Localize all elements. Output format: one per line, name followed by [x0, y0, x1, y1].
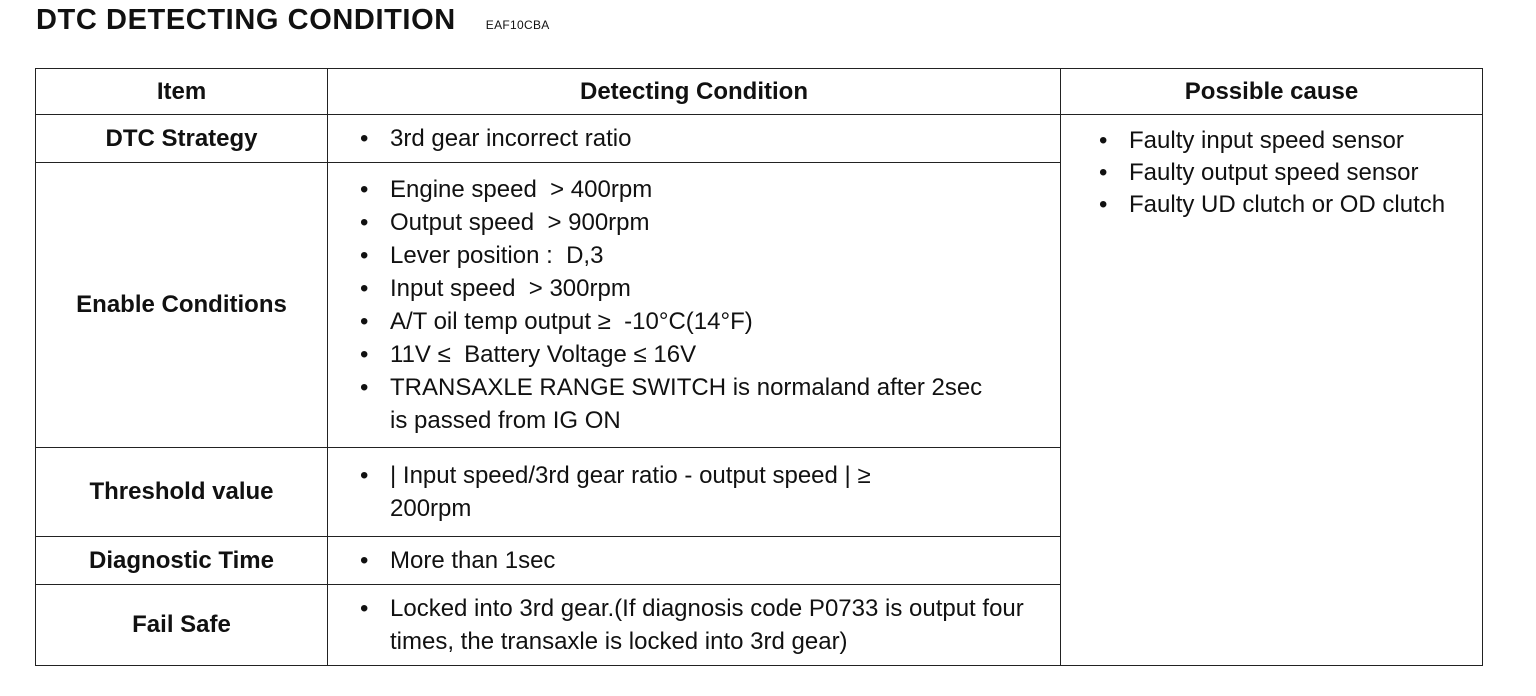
- page-title: DTC DETECTING CONDITION: [36, 4, 456, 36]
- condition-item: • 3rd gear incorrect ratio: [360, 122, 1050, 155]
- condition-item: • Locked into 3rd gear.(If diagnosis code P0733 is output four times, the transaxle is locked into 3rd gear): [360, 592, 1050, 658]
- condition-item: • 11V ≤ Battery Voltage ≤ 16V: [360, 338, 1050, 371]
- item-cell: Enable Conditions: [36, 163, 328, 448]
- document-code: EAF10CBA: [485, 18, 550, 32]
- condition-item: • Input speed > 300rpm: [360, 272, 1050, 305]
- condition-list: [360, 173, 1050, 437]
- condition-item: • A/T oil temp output ≥ -10°C(14°F): [360, 305, 1050, 338]
- condition-cell: [328, 537, 1061, 585]
- item-cell: Threshold value: [36, 448, 328, 537]
- condition-list: [360, 459, 1050, 525]
- cause-item: • Faulty UD clutch or OD clutch: [1099, 189, 1472, 221]
- table-header-row: [36, 69, 1483, 115]
- condition-item: • More than 1sec: [360, 544, 1050, 577]
- condition-list: [360, 592, 1050, 658]
- column-header-cause: Possible cause: [1061, 69, 1483, 115]
- cause-item: • Faulty output speed sensor: [1099, 157, 1472, 189]
- condition-cell: [328, 115, 1061, 163]
- dtc-condition-table: [35, 68, 1483, 666]
- column-header-condition: Detecting Condition: [328, 69, 1061, 115]
- cause-list: [1099, 125, 1472, 221]
- condition-list: [360, 122, 1050, 155]
- condition-cell: [328, 163, 1061, 448]
- possible-cause-cell: [1061, 115, 1483, 666]
- condition-item: • Engine speed > 400rpm: [360, 173, 1050, 206]
- table-row: [36, 115, 1483, 163]
- condition-list: [360, 544, 1050, 577]
- cause-item: • Faulty input speed sensor: [1099, 125, 1472, 157]
- item-cell: DTC Strategy: [36, 115, 328, 163]
- item-cell: Diagnostic Time: [36, 537, 328, 585]
- column-header-item: Item: [36, 69, 328, 115]
- condition-cell: [328, 585, 1061, 666]
- condition-item: • TRANSAXLE RANGE SWITCH is normaland after 2sec is passed from IG ON: [360, 371, 990, 437]
- page-header: [36, 4, 550, 44]
- item-cell: Fail Safe: [36, 585, 328, 666]
- condition-item: • Output speed > 900rpm: [360, 206, 1050, 239]
- condition-item: • | Input speed/3rd gear ratio - output speed | ≥ 200rpm: [360, 459, 950, 525]
- condition-item: • Lever position : D,3: [360, 239, 1050, 272]
- condition-cell: [328, 448, 1061, 537]
